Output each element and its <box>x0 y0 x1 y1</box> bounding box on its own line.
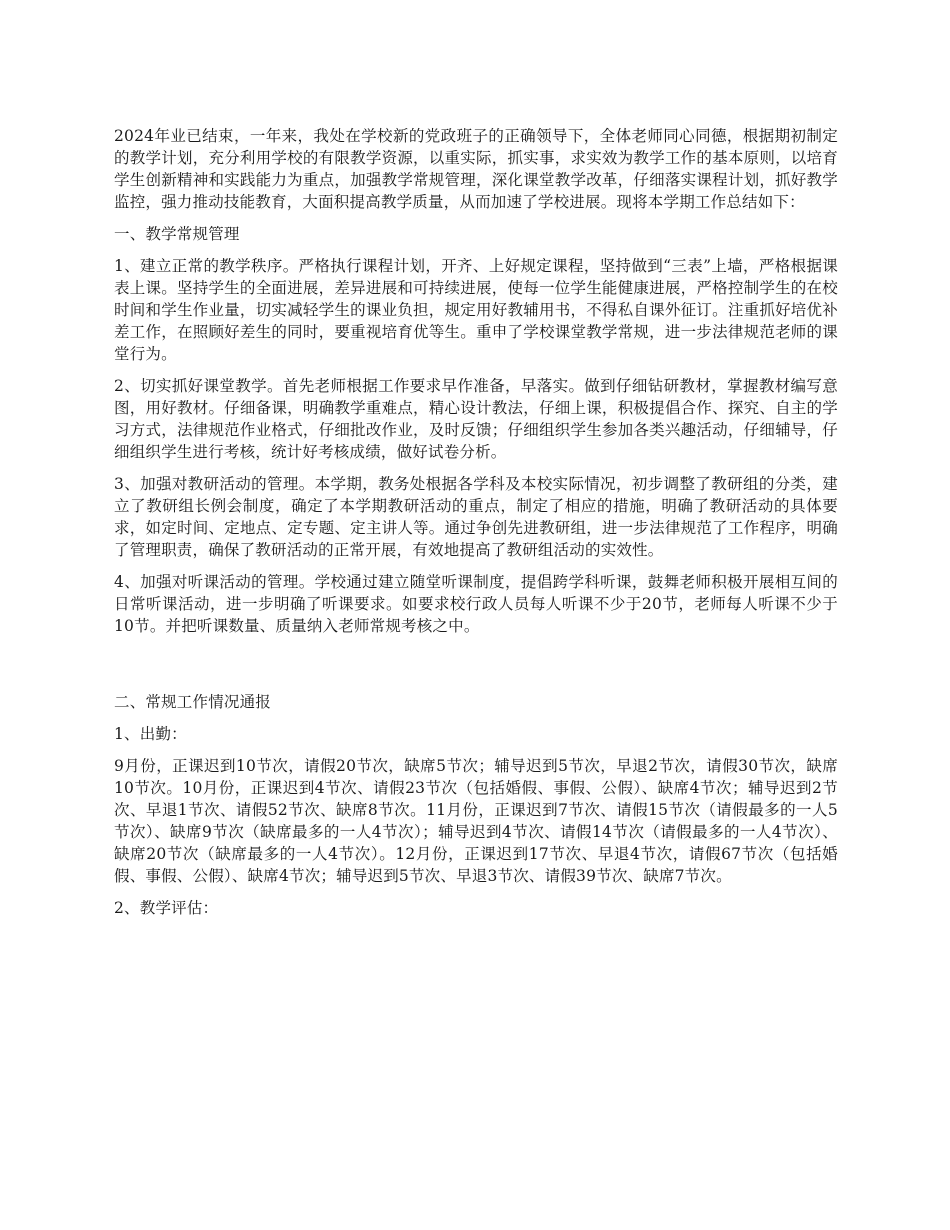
paragraph-item-4: 4、加强对听课活动的管理。学校通过建立随堂听课制度，提倡跨学科听课，鼓舞老师积极开展相互间的日常听课活动，进一步明确了听课要求。如要求校行政人员每人听课不少于20节，老师每人听课不少于10节。并把听课数量、质量纳入老师常规考核之中。 <box>114 573 838 635</box>
attendance-paragraph: 9月份，正课迟到10节次，请假20节次，缺席5节次；辅导迟到5节次，早退2节次，请假30节次，缺席10节次。10月份，正课迟到4节次、请假23节次（包括婚假、事假、公假）、缺席4节次；辅导迟到2节次、早退1节次、请假52节次、缺席8节次。11月份，正课迟到7节次、请假15节次（请假最多的一人5节次）、缺席9节次（缺席最多的一人4节次）；辅导迟到4节次、请假14节次（请假最多的一人4节次）、缺席20节次（缺席最多的一人4节次）。12月份，正课迟到17节次、早退4节次，请假67节次（包括婚假、事假、公假）、缺席4节次；辅导迟到5节次、早退3节次、请假39节次、缺席7节次。 <box>114 757 838 885</box>
document-page <box>114 125 838 929</box>
section-heading-teaching-management: 一、教学常规管理 <box>114 225 240 243</box>
subheading-teaching-evaluation: 2、教学评估： <box>114 899 219 917</box>
subheading-attendance: 1、出勤： <box>114 725 187 743</box>
section-spacer <box>114 647 838 691</box>
intro-paragraph: 2024年业已结束，一年来，我处在学校新的党政班子的正确领导下，全体老师同心同德，根据期初制定的教学计划，充分利用学校的有限教学资源，以重实际，抓实事，求实效为教学工作的基本原则，以培育学生创新精神和实践能力为重点，加强教学常规管理，深化课堂教学改革，仔细落实课程计划，抓好教学监控，强力推动技能教育，大面积提高教学质量，从而加速了学校进展。现将本学期工作总结如下： <box>114 127 838 211</box>
paragraph-item-1: 1、建立正常的教学秩序。严格执行课程计划，开齐、上好规定课程，坚持做到“三表”上墙，严格根据课表上课。坚持学生的全面进展，差异进展和可持续进展，使每一位学生能健康进展，严格控制学生的在校时间和学生作业量，切实减轻学生的课业负担，规定用好教辅用书，不得私自课外征订。注重抓好培优补差工作，在照顾好差生的同时，要重视培育优等生。重申了学校课堂教学常规，进一步法律规范老师的课堂行为。 <box>114 257 838 363</box>
paragraph-item-3: 3、加强对教研活动的管理。本学期，教务处根据各学科及本校实际情况，初步调整了教研组的分类，建立了教研组长例会制度，确定了本学期教研活动的重点，制定了相应的措施，明确了教研活动的具体要求，如定时间、定地点、定专题、定主讲人等。通过争创先进教研组，进一步法律规范了工作程序，明确了管理职责，确保了教研活动的正常开展，有效地提高了教研组活动的实效性。 <box>114 475 838 559</box>
paragraph-item-2: 2、切实抓好课堂教学。首先老师根据工作要求早作准备，早落实。做到仔细钻研教材，掌握教材编写意图，用好教材。仔细备课，明确教学重难点，精心设计教法，仔细上课，积极提倡合作、探究、自主的学习方式，法律规范作业格式，仔细批改作业，及时反馈；仔细组织学生参加各类兴趣活动，仔细辅导，仔细组织学生进行考核，统计好考核成绩，做好试卷分析。 <box>114 377 838 461</box>
section-heading-routine-report: 二、常规工作情况通报 <box>114 693 272 711</box>
